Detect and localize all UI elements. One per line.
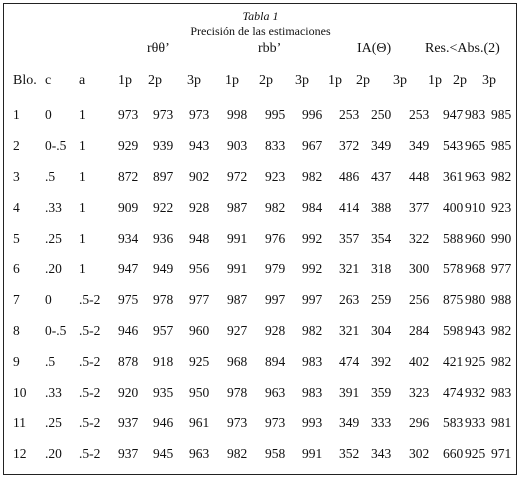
cell-res-1p: 598 [443, 322, 464, 338]
cell-res-3p: 971 [491, 446, 512, 462]
cell-ia-2p: 259 [371, 292, 392, 308]
group-header-res-abs: Res.<Abs.(2) [425, 41, 500, 56]
cell-ia-2p: 437 [371, 168, 392, 184]
cell-rbb-2p: 923 [265, 168, 286, 184]
cell-ia-2p: 250 [371, 107, 392, 123]
cell-a: .5-2 [79, 446, 101, 462]
cell-res-2p: 943 [465, 322, 486, 338]
cell-blo: 4 [13, 199, 20, 215]
cell-rbb-2p: 833 [265, 138, 286, 154]
cell-r-theta-2p: 973 [153, 107, 174, 123]
cell-ia-1p: 321 [339, 261, 360, 277]
cell-ia-3p: 349 [409, 138, 430, 154]
cell-a: 1 [79, 199, 86, 215]
cell-rbb-1p: 978 [227, 384, 248, 400]
cell-res-1p: 947 [443, 107, 464, 123]
cell-res-3p: 982 [491, 353, 512, 369]
cell-res-3p: 982 [491, 322, 512, 338]
cell-ia-2p: 349 [371, 138, 392, 154]
cell-res-2p: 960 [465, 230, 486, 246]
cell-ia-2p: 392 [371, 353, 392, 369]
cell-res-1p: 578 [443, 261, 464, 277]
cell-r-theta-1p: 937 [118, 415, 139, 431]
table-row [0, 285, 521, 316]
cell-ia-2p: 343 [371, 446, 392, 462]
cell-res-2p: 925 [465, 353, 486, 369]
cell-ia-3p: 253 [409, 107, 430, 123]
col-header-blo: Blo. [13, 73, 37, 88]
cell-res-2p: 968 [465, 261, 486, 277]
cell-r-theta-2p: 957 [153, 322, 174, 338]
cell-c: .5 [45, 168, 56, 184]
cell-res-1p: 875 [443, 292, 464, 308]
cell-r-theta-1p: 920 [118, 384, 139, 400]
cell-r-theta-3p: 928 [189, 199, 210, 215]
cell-r-theta-1p: 975 [118, 292, 139, 308]
table-row [0, 439, 521, 470]
table-row [0, 162, 521, 193]
cell-r-theta-3p: 943 [189, 138, 210, 154]
cell-rbb-3p: 984 [302, 199, 323, 215]
cell-ia-1p: 372 [339, 138, 360, 154]
col-header-ia-3p: 3p [393, 73, 407, 88]
cell-blo: 11 [13, 415, 26, 431]
cell-ia-1p: 414 [339, 199, 360, 215]
cell-res-3p: 985 [491, 138, 512, 154]
table-body [0, 100, 521, 470]
cell-r-theta-3p: 960 [189, 322, 210, 338]
cell-ia-2p: 333 [371, 415, 392, 431]
cell-r-theta-2p: 922 [153, 199, 174, 215]
cell-blo: 9 [13, 353, 20, 369]
cell-blo: 1 [13, 107, 20, 123]
col-header-ia-2p: 2p [356, 73, 370, 88]
cell-ia-1p: 349 [339, 415, 360, 431]
cell-ia-1p: 263 [339, 292, 360, 308]
cell-rbb-2p: 963 [265, 384, 286, 400]
cell-rbb-3p: 983 [302, 353, 323, 369]
cell-ia-3p: 377 [409, 199, 430, 215]
table-row [0, 316, 521, 347]
cell-r-theta-3p: 950 [189, 384, 210, 400]
cell-ia-3p: 448 [409, 168, 430, 184]
cell-c: .33 [45, 199, 62, 215]
cell-rbb-1p: 968 [227, 353, 248, 369]
cell-res-1p: 400 [443, 199, 464, 215]
cell-rbb-3p: 982 [302, 322, 323, 338]
cell-r-theta-1p: 934 [118, 230, 139, 246]
cell-rbb-2p: 979 [265, 261, 286, 277]
cell-r-theta-3p: 963 [189, 446, 210, 462]
cell-r-theta-1p: 946 [118, 322, 139, 338]
cell-r-theta-3p: 956 [189, 261, 210, 277]
cell-a: .5-2 [79, 384, 101, 400]
cell-c: .20 [45, 261, 62, 277]
cell-ia-1p: 253 [339, 107, 360, 123]
table-row [0, 377, 521, 408]
cell-ia-3p: 300 [409, 261, 430, 277]
cell-res-1p: 660 [443, 446, 464, 462]
table-row [0, 192, 521, 223]
col-header-r-theta-3p: 3p [187, 73, 201, 88]
col-header-c: c [45, 73, 52, 88]
cell-rbb-3p: 993 [302, 415, 323, 431]
cell-rbb-1p: 998 [227, 107, 248, 123]
cell-blo: 10 [13, 384, 27, 400]
cell-r-theta-2p: 978 [153, 292, 174, 308]
group-header-r-theta: rθθ’ [147, 41, 170, 56]
cell-ia-1p: 391 [339, 384, 360, 400]
cell-a: .5-2 [79, 415, 101, 431]
cell-blo: 3 [13, 168, 20, 184]
cell-ia-3p: 302 [409, 446, 430, 462]
cell-res-2p: 933 [465, 415, 486, 431]
cell-blo: 12 [13, 446, 27, 462]
cell-res-3p: 981 [491, 415, 512, 431]
cell-ia-1p: 321 [339, 322, 360, 338]
cell-rbb-2p: 997 [265, 292, 286, 308]
group-header-rbb: rbb’ [258, 41, 282, 56]
cell-r-theta-2p: 897 [153, 168, 174, 184]
cell-rbb-2p: 973 [265, 415, 286, 431]
cell-res-3p: 983 [491, 384, 512, 400]
cell-ia-3p: 284 [409, 322, 430, 338]
cell-a: .5-2 [79, 353, 101, 369]
cell-ia-2p: 359 [371, 384, 392, 400]
cell-c: 0 [45, 292, 52, 308]
col-header-res-2p: 2p [453, 73, 467, 88]
cell-a: .5-2 [79, 292, 101, 308]
cell-res-2p: 910 [465, 199, 486, 215]
cell-ia-2p: 354 [371, 230, 392, 246]
cell-a: .5-2 [79, 322, 101, 338]
table-row [0, 100, 521, 131]
cell-c: 0-.5 [45, 322, 67, 338]
table-row [0, 408, 521, 439]
cell-a: 1 [79, 138, 86, 154]
cell-r-theta-1p: 878 [118, 353, 139, 369]
cell-rbb-1p: 982 [227, 446, 248, 462]
cell-r-theta-3p: 948 [189, 230, 210, 246]
cell-r-theta-3p: 902 [189, 168, 210, 184]
cell-res-1p: 421 [443, 353, 464, 369]
cell-r-theta-3p: 925 [189, 353, 210, 369]
col-header-rbb-1p: 1p [225, 73, 239, 88]
cell-rbb-3p: 982 [302, 168, 323, 184]
cell-rbb-1p: 987 [227, 199, 248, 215]
cell-rbb-1p: 972 [227, 168, 248, 184]
cell-rbb-1p: 973 [227, 415, 248, 431]
col-header-a: a [79, 73, 86, 88]
cell-res-1p: 474 [443, 384, 464, 400]
cell-rbb-3p: 967 [302, 138, 323, 154]
table-row [0, 131, 521, 162]
cell-res-2p: 965 [465, 138, 486, 154]
col-header-rbb-3p: 3p [295, 73, 309, 88]
cell-r-theta-1p: 973 [118, 107, 139, 123]
table-subtitle: Precisión de las estimaciones [190, 24, 331, 38]
cell-res-2p: 925 [465, 446, 486, 462]
cell-rbb-1p: 903 [227, 138, 248, 154]
table-row [0, 254, 521, 285]
cell-r-theta-2p: 939 [153, 138, 174, 154]
cell-r-theta-1p: 947 [118, 261, 139, 277]
cell-c: .25 [45, 230, 62, 246]
table-title: Tabla 1 [242, 9, 279, 23]
cell-r-theta-3p: 977 [189, 292, 210, 308]
table-row [0, 346, 521, 377]
cell-res-3p: 982 [491, 168, 512, 184]
cell-res-2p: 983 [465, 107, 486, 123]
cell-a: 1 [79, 107, 86, 123]
cell-c: 0-.5 [45, 138, 67, 154]
cell-r-theta-2p: 935 [153, 384, 174, 400]
col-header-r-theta-2p: 2p [148, 73, 162, 88]
cell-rbb-2p: 894 [265, 353, 286, 369]
cell-r-theta-1p: 872 [118, 168, 139, 184]
cell-r-theta-2p: 918 [153, 353, 174, 369]
cell-res-2p: 963 [465, 168, 486, 184]
cell-r-theta-2p: 936 [153, 230, 174, 246]
cell-ia-1p: 357 [339, 230, 360, 246]
cell-ia-1p: 474 [339, 353, 360, 369]
cell-ia-3p: 256 [409, 292, 430, 308]
cell-ia-1p: 352 [339, 446, 360, 462]
cell-c: 0 [45, 107, 52, 123]
cell-rbb-2p: 928 [265, 322, 286, 338]
cell-rbb-1p: 927 [227, 322, 248, 338]
cell-res-3p: 977 [491, 261, 512, 277]
cell-ia-3p: 323 [409, 384, 430, 400]
cell-res-3p: 990 [491, 230, 512, 246]
cell-r-theta-2p: 945 [153, 446, 174, 462]
cell-c: .33 [45, 384, 62, 400]
cell-ia-3p: 296 [409, 415, 430, 431]
cell-rbb-3p: 992 [302, 261, 323, 277]
cell-res-3p: 923 [491, 199, 512, 215]
cell-a: 1 [79, 168, 86, 184]
cell-rbb-3p: 983 [302, 384, 323, 400]
cell-rbb-2p: 982 [265, 199, 286, 215]
col-header-r-theta-1p: 1p [118, 73, 132, 88]
cell-blo: 6 [13, 261, 20, 277]
group-header-ia-theta: IA(Θ) [357, 41, 392, 56]
cell-res-1p: 543 [443, 138, 464, 154]
cell-r-theta-3p: 961 [189, 415, 210, 431]
data-table [0, 100, 521, 470]
cell-ia-2p: 318 [371, 261, 392, 277]
cell-res-1p: 361 [443, 168, 464, 184]
col-header-rbb-2p: 2p [259, 73, 273, 88]
cell-res-3p: 985 [491, 107, 512, 123]
col-header-res-3p: 3p [482, 73, 496, 88]
cell-blo: 8 [13, 322, 20, 338]
cell-blo: 2 [13, 138, 20, 154]
cell-ia-2p: 388 [371, 199, 392, 215]
cell-r-theta-3p: 973 [189, 107, 210, 123]
cell-c: .20 [45, 446, 62, 462]
cell-a: 1 [79, 230, 86, 246]
cell-a: 1 [79, 261, 86, 277]
cell-rbb-3p: 996 [302, 107, 323, 123]
cell-ia-3p: 402 [409, 353, 430, 369]
cell-ia-2p: 304 [371, 322, 392, 338]
cell-rbb-2p: 995 [265, 107, 286, 123]
cell-rbb-2p: 958 [265, 446, 286, 462]
cell-c: .25 [45, 415, 62, 431]
cell-res-2p: 980 [465, 292, 486, 308]
cell-r-theta-1p: 929 [118, 138, 139, 154]
col-header-ia-1p: 1p [328, 73, 342, 88]
cell-r-theta-2p: 949 [153, 261, 174, 277]
cell-rbb-3p: 991 [302, 446, 323, 462]
cell-blo: 5 [13, 230, 20, 246]
cell-res-2p: 932 [465, 384, 486, 400]
cell-ia-3p: 322 [409, 230, 430, 246]
cell-ia-1p: 486 [339, 168, 360, 184]
cell-rbb-1p: 991 [227, 261, 248, 277]
cell-blo: 7 [13, 292, 20, 308]
cell-res-1p: 583 [443, 415, 464, 431]
cell-r-theta-1p: 937 [118, 446, 139, 462]
cell-rbb-1p: 987 [227, 292, 248, 308]
table-row [0, 223, 521, 254]
cell-rbb-3p: 997 [302, 292, 323, 308]
cell-rbb-3p: 992 [302, 230, 323, 246]
cell-rbb-2p: 976 [265, 230, 286, 246]
cell-c: .5 [45, 353, 56, 369]
col-header-res-1p: 1p [428, 73, 442, 88]
cell-res-1p: 588 [443, 230, 464, 246]
cell-res-3p: 988 [491, 292, 512, 308]
cell-r-theta-2p: 946 [153, 415, 174, 431]
cell-rbb-1p: 991 [227, 230, 248, 246]
cell-r-theta-1p: 909 [118, 199, 139, 215]
